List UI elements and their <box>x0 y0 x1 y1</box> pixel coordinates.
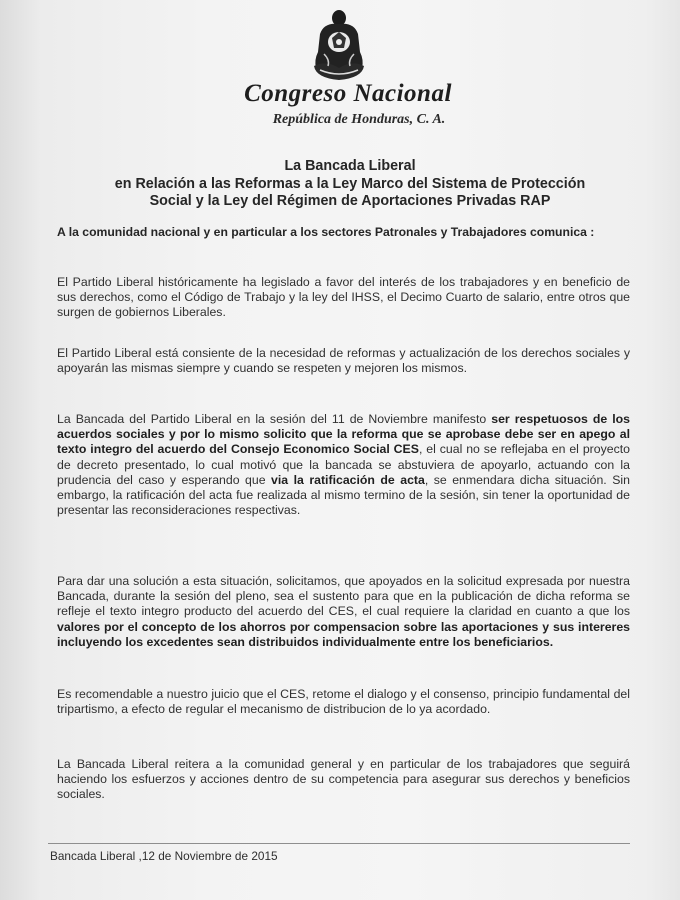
paragraph-text: , se enmendara dicha situación. Sin embargo, la ratificación del acta fue realizada al mismo termino de la sesión, sin tener la oportunidad de presentar las reconsideraciones respectivas. <box>57 472 630 518</box>
emphasis-text: ser respetuosos de los acuerdos sociales y por lo mismo solicito que la reforma que se aprobase debe ser en apego al texto integro del acuerdo del Consejo Economico Social CES <box>57 412 631 457</box>
footer-signature: Bancada Liberal ,12 de Noviembre de 2015 <box>50 849 278 863</box>
emphasis-text: via la ratificación de acta <box>271 472 425 487</box>
paragraph-4 <box>57 574 630 650</box>
paragraph-text: Para dar una solución a esta situación, solicitamos, que apoyados en la solicitud expresada por nuestra Bancada, durante la sesión del pleno, sea el sustento para que en la publicación de dicha reforma se refleje el texto integro producto del acuerdo del CES, el cual requiere la claridad en cuanto a que los <box>57 574 630 619</box>
coat-of-arms-icon <box>306 8 372 84</box>
paragraph-text: La Bancada Liberal reitera a la comunidad general y en particular de los trabajadores que seguirá haciendo los esfuerzos y acciones dentro de su competencia para asegurar sus derechos y beneficios sociales. <box>57 757 630 802</box>
paragraph-3 <box>57 412 630 518</box>
paragraph-text: Es recomendable a nuestro juicio que el CES, retome el dialogo y el consenso, principio fundamental del tripartismo, a efecto de regular el mecanismo de distribucion de lo ya acordado. <box>57 687 630 717</box>
emphasis-text: valores por el concepto de los ahorros por compensacion sobre las aportaciones y sus intereres incluyendo los excedentes sean distribuidos individualmente entre los beneficiarios. <box>57 619 630 649</box>
heading-line-1: La Bancada Liberal <box>284 158 416 174</box>
paragraph-6 <box>57 757 630 803</box>
paragraph-2 <box>57 346 630 376</box>
letterhead-title: Congreso Nacional <box>244 80 452 107</box>
paragraph-1 <box>57 275 630 321</box>
paragraph-text: La Bancada del Partido Liberal en la sesión del 11 de Noviembre manifesto <box>57 412 492 426</box>
letterhead-subtitle: República de Honduras, C. A. <box>272 112 446 127</box>
salutation: A la comunidad nacional y en particular a los sectores Patronales y Trabajadores comunica : <box>57 225 595 239</box>
paragraph-text: , el cual no se reflejaba en el proyecto de decreto presentado, lo cual motivó que la bancada se abstuviera de apoyarlo, actuando con la prudencia del caso y esperando que <box>57 442 630 487</box>
paragraph-text: El Partido Liberal históricamente ha legislado a favor del interés de los trabajadores y en beneficio de sus derechos, como el Código de Trabajo y la ley del IHSS, el Decimo Cuarto de salario, entre otros que surgen de gobiernos Liberales. <box>57 275 630 320</box>
heading-line-2: en Relación a las Reformas a la Ley Marco del Sistema de Protección <box>114 175 586 192</box>
paragraph-5 <box>57 687 630 717</box>
heading-line-3: Social y la Ley del Régimen de Aportaciones Privadas RAP <box>149 193 551 209</box>
paragraph-text: El Partido Liberal está consiente de la necesidad de reformas y actualización de los derechos sociales y apoyarán las mismas siempre y cuando se respeten y mejoren los mismos. <box>57 346 630 376</box>
document-heading <box>60 158 640 211</box>
footer-divider <box>48 843 630 844</box>
